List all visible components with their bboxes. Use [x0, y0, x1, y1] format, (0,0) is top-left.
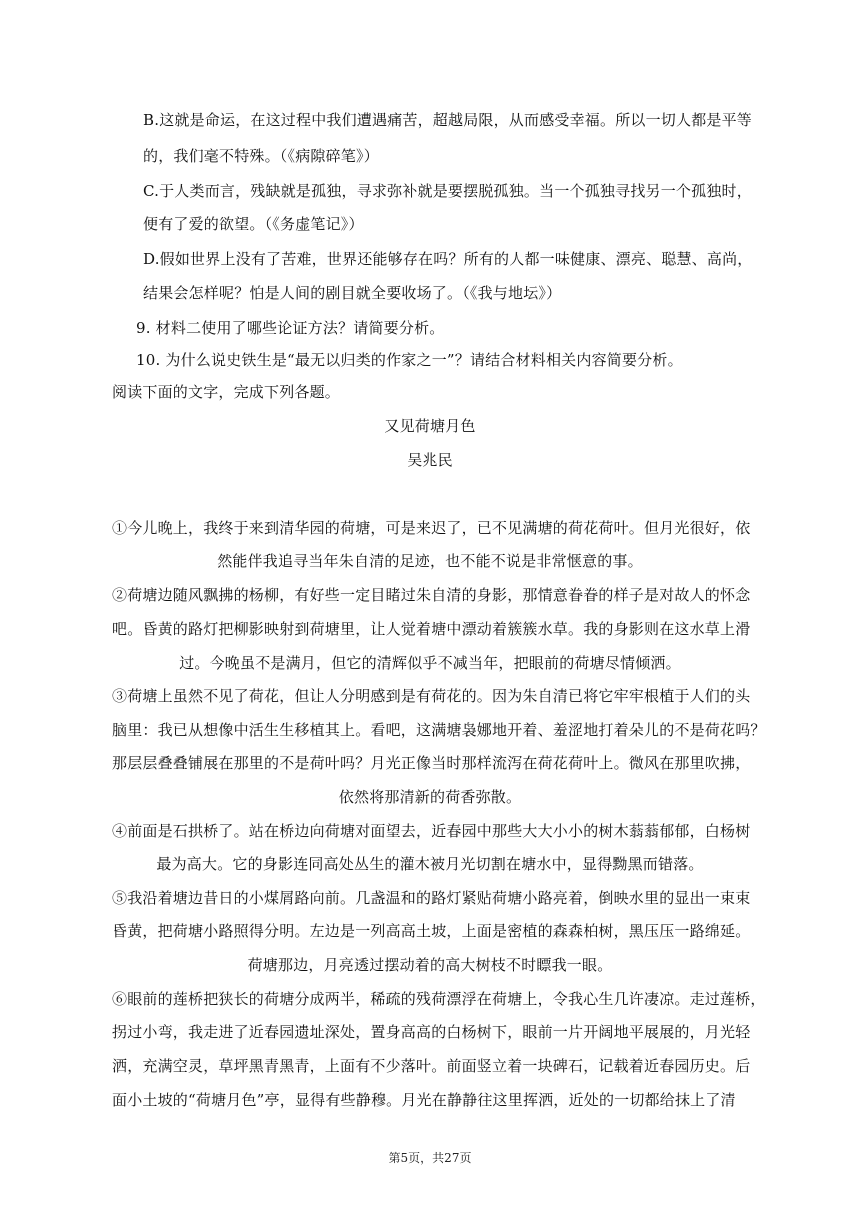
paragraph-3-line-3: 那层层叠叠铺展在那里的不是荷叶吗？月光正像当时那样流泻在荷花荷叶上。微风在那里吹拂，: [112, 754, 751, 772]
question-10: 10. 为什么说史铁生是“最无以归类的作家之一”？请结合材料相关内容简要分析。: [136, 351, 683, 369]
option-c-line-1: C.于人类而言，残缺就是孤独，寻求弥补就是要摆脱孤独。当一个孤独寻找另一个孤独时，: [143, 182, 752, 200]
option-c-line-2: 便有了爱的欲望。（《务虚笔记》）: [143, 215, 364, 233]
article-author: 吴兆民: [407, 451, 453, 469]
paragraph-6-line-2: 拐过小弯，我走进了近春园遗址深处，置身高高的白杨树下，眼前一片开阔地平展展的，月光轻: [112, 1023, 751, 1041]
paragraph-1-line-2: 然能伴我追寻当年朱自清的足迹，也不能不说是非常惬意的事。: [217, 552, 643, 570]
paragraph-2-line-2: 吧。昏黄的路灯把柳影映射到荷塘里，让人觉着塘中漂动着簇簇水草。我的身影则在这水草上滑: [112, 620, 751, 638]
option-b-line-2: 的，我们毫不特殊。（《病隙碎笔》）: [143, 147, 379, 165]
paragraph-2-line-1: ②荷塘边随风飘拂的杨柳，有好些一定目睹过朱自清的身影，那情意眷眷的样子是对故人的怀念: [112, 586, 751, 604]
page-number-footer: 第5页，共27页: [388, 1151, 472, 1165]
paragraph-6-line-4: 面小土坡的“荷塘月色”亭，显得有些静穆。月光在静静往这里挥洒，近处的一切都给抹上了清: [112, 1091, 736, 1109]
paragraph-4-line-2: 最为高大。它的身影连同高处丛生的灌木被月光切割在塘水中，显得黝黑而错落。: [156, 855, 704, 873]
option-d-line-2: 结果会怎样呢？怕是人间的剧目就全要收场了。（《我与地坛》）: [143, 284, 562, 302]
paragraph-5-line-2: 昏黄，把荷塘小路照得分明。左边是一列高高土坡，上面是密植的森森柏树，黑压压一路绵延。: [112, 922, 751, 940]
paragraph-5-line-3: 荷塘那边，月亮透过摆动着的高大树枝不时瞟我一眼。: [247, 956, 613, 974]
paragraph-3-line-2: 脑里：我已从想像中活生生移植其上。看吧，这满塘袅娜地开着、羞涩地打着朵儿的不是荷花吗？: [112, 721, 766, 739]
reading-instruction: 阅读下面的文字，完成下列各题。: [112, 383, 341, 401]
article-title: 又见荷塘月色: [384, 417, 476, 435]
option-d-line-1: D.假如世界上没有了苦难，世界还能够存在吗？所有的人都一味健康、漂亮、聪慧、高尚，: [143, 250, 753, 268]
paragraph-6-line-3: 洒，充满空灵，草坪黑青黑青，上面有不少落叶。前面竖立着一块碑石，记载着近春园历史。后: [112, 1057, 751, 1075]
paragraph-6-line-1: ⑥眼前的莲桥把狭长的荷塘分成两半，稀疏的残荷漂浮在荷塘上，令我心生几许凄凉。走过莲桥，: [112, 990, 766, 1008]
paragraph-2-line-3: 过。今晚虽不是满月，但它的清辉似乎不减当年，把眼前的荷塘尽情倾洒。: [179, 654, 681, 672]
paragraph-5-line-1: ⑤我沿着塘边昔日的小煤屑路向前。几盏温和的路灯紧贴荷塘小路亮着，倒映水里的显出一束束: [112, 889, 751, 907]
paragraph-3-line-4: 依然将那清新的荷香弥散。: [338, 788, 522, 806]
paragraph-3-line-1: ③荷塘上虽然不见了荷花，但让人分明感到是有荷花的。因为朱自清已将它牢牢根植于人们的头: [112, 687, 751, 705]
paragraph-1-line-1: ①今儿晚上，我终于来到清华园的荷塘，可是来迟了，已不见满塘的荷花荷叶。但月光很好，依: [112, 519, 751, 537]
question-9: 9. 材料二使用了哪些论证方法？请简要分析。: [136, 319, 445, 337]
option-b-line-1: B.这就是命运，在这过程中我们遭遇痛苦，超越局限，从而感受幸福。所以一切人都是平等: [143, 111, 752, 129]
paragraph-4-line-1: ④前面是石拱桥了。站在桥边向荷塘对面望去，近春园中那些大大小小的树木蓊蓊郁郁，白杨树: [112, 822, 751, 840]
